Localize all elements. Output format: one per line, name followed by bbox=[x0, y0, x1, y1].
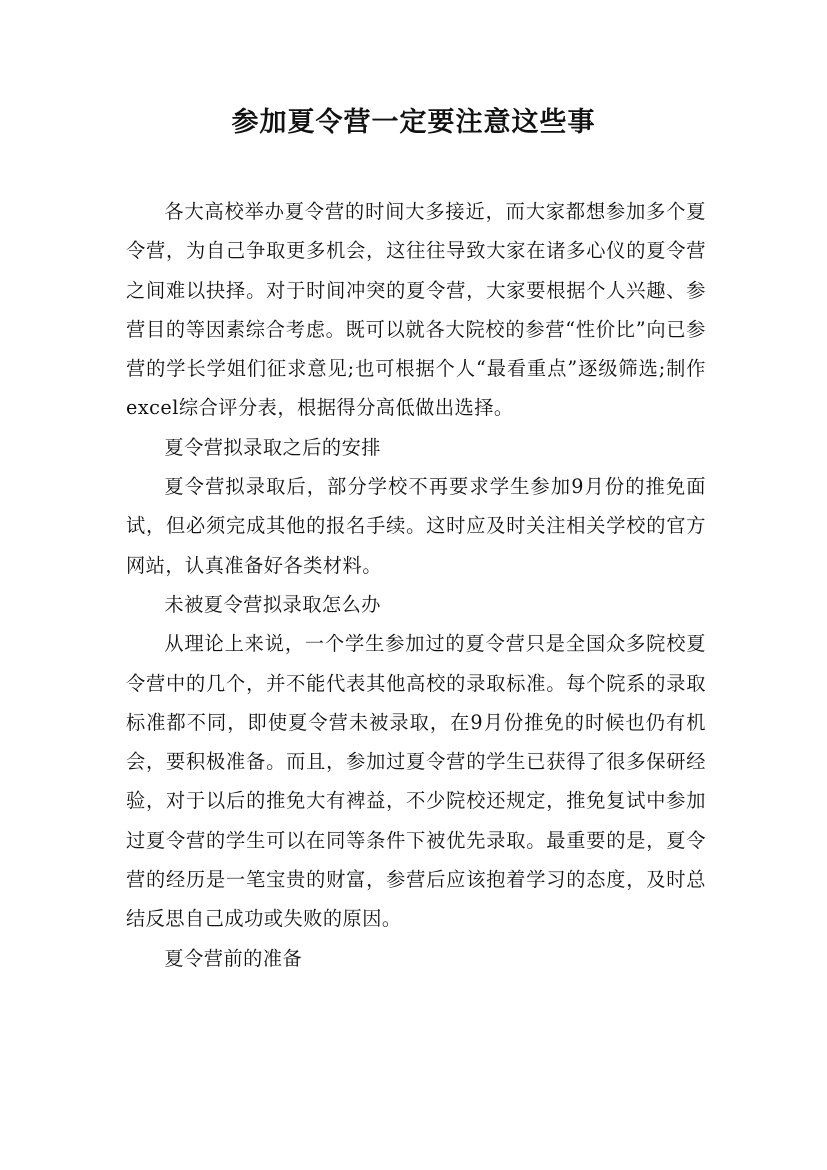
paragraph-intro: 各大高校举办夏令营的时间大多接近，而大家都想参加多个夏令营，为自己争取更多机会，这往往导致大家在诸多心仪的夏令营之间难以抉择。对于时间冲突的夏令营，大家要根据个人兴趣、参营目的等因素综合考虑。既可以就各大院校的参营“性价比”向已参营的学长学姐们征求意见;也可根据个人“最看重点”逐级筛选;制作excel综合评分表，根据得分高低做出选择。 bbox=[126, 200, 706, 420]
section-heading-preparation: 夏令营前的准备 bbox=[164, 946, 303, 970]
section-heading-after-admission: 夏令营拟录取之后的安排 bbox=[164, 435, 381, 459]
document-body bbox=[126, 192, 706, 978]
document-title: 参加夏令营一定要注意这些事 bbox=[231, 107, 596, 138]
paragraph-not-admitted: 从理论上来说，一个学生参加过的夏令营只是全国众多院校夏令营中的几个，并不能代表其他高校的录取标准。每个院系的录取标准都不同，即使夏令营未被录取，在9月份推免的时候也仍有机会，要积极准备。而且，参加过夏令营的学生已获得了很多保研经验，对于以后的推免大有裨益，不少院校还规定，推免复试中参加过夏令营的学生可以在同等条件下被优先录取。最重要的是，夏令营的经历是一笔宝贵的财富，参营后应该抱着学习的态度，及时总结反思自己成功或失败的原因。 bbox=[126, 632, 706, 931]
section-heading-not-admitted: 未被夏令营拟录取怎么办 bbox=[164, 592, 381, 616]
paragraph-after-admission: 夏令营拟录取后，部分学校不再要求学生参加9月份的推免面试，但必须完成其他的报名手续。这时应及时关注相关学校的官方网站，认真准备好各类材料。 bbox=[126, 475, 706, 577]
